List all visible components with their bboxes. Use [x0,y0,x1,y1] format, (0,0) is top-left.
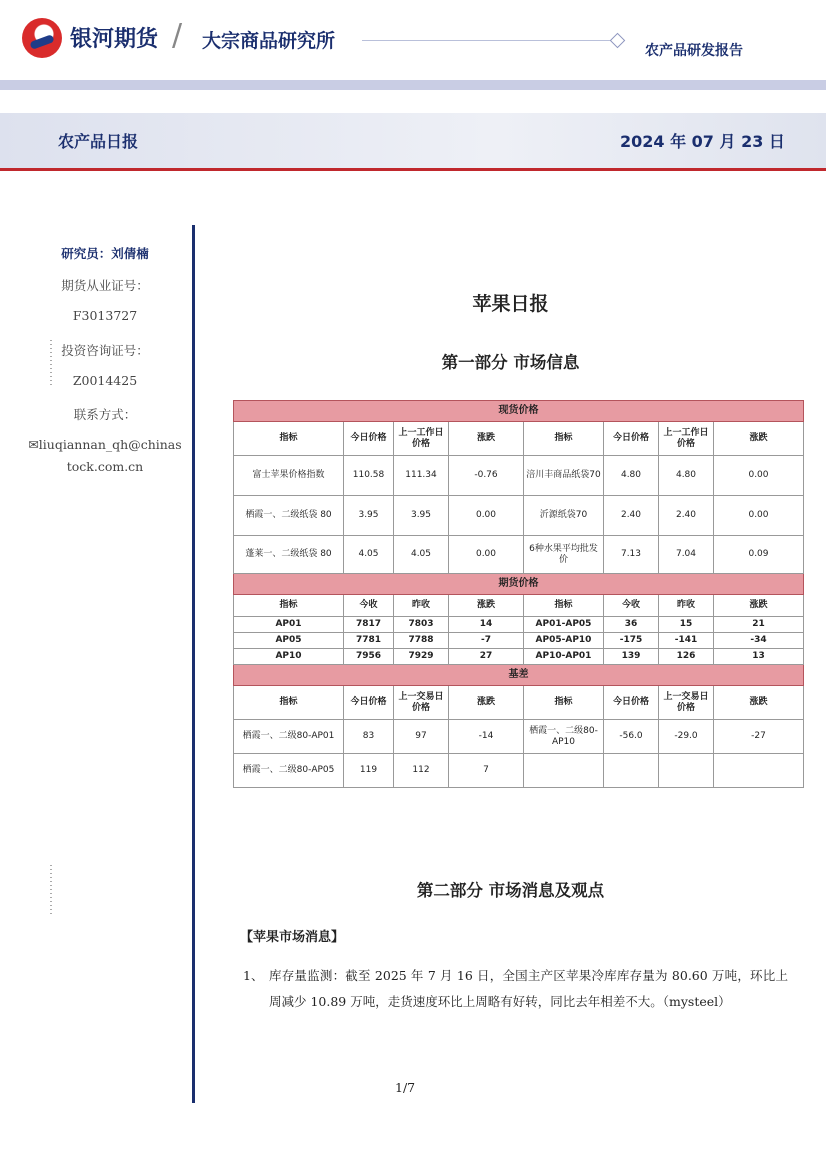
table-cell: -27 [714,720,804,754]
header-rule [362,40,612,41]
table-cell: 126 [659,649,714,665]
table-cell: 7788 [394,633,449,649]
table-cell: 4.80 [659,456,714,496]
section-2-title: 第二部分 市场消息及观点 [416,881,605,900]
table-cell: 27 [449,649,524,665]
table-cell: 富士苹果价格指数 [234,456,344,496]
header-divider: / [172,18,183,53]
table-cell: AP10 [234,649,344,665]
table-header: 今日价格 [344,686,394,720]
table-cell: 112 [394,754,449,788]
mail-icon: ✉ [28,437,39,452]
logo-icon [22,18,62,58]
table-cell: 7.13 [604,536,659,574]
market-table [233,400,804,788]
table-cell: 83 [344,720,394,754]
basis-group-title: 基差 [234,665,804,686]
table-header: 昨收 [394,595,449,617]
table-cell: 139 [604,649,659,665]
table-header: 今日价格 [344,422,394,456]
diamond-icon [610,33,626,49]
report-type: 农产品研发报告 [645,43,743,59]
table-header: 指标 [524,422,604,456]
table-header: 涨跌 [714,595,804,617]
table-cell: 7781 [344,633,394,649]
table-cell [714,754,804,788]
table-cell: -0.76 [449,456,524,496]
table-header: 今日价格 [604,686,659,720]
table-cell: 蓬莱一、二级纸袋 80 [234,536,344,574]
table-cell: -29.0 [659,720,714,754]
table-cell: -14 [449,720,524,754]
table-header: 指标 [234,686,344,720]
table-cell: 7956 [344,649,394,665]
table-header: 今收 [344,595,394,617]
contact-label: 联系方式： [73,407,137,422]
table-header: 涨跌 [449,595,524,617]
table-cell: 36 [604,617,659,633]
table-cell: AP10-AP01 [524,649,604,665]
table-header: 涨跌 [449,422,524,456]
email-text-1: liuqiannan_qh@chinas [38,437,182,452]
brand-name: 银河期货 [70,27,159,52]
table-header: 上一交易日价格 [394,686,449,720]
table-cell: 13 [714,649,804,665]
table-cell: -7 [449,633,524,649]
table-header: 上一工作日价格 [659,422,714,456]
table-header: 指标 [524,686,604,720]
table-cell: 7929 [394,649,449,665]
dotted-mark [50,865,52,915]
table-header: 指标 [234,422,344,456]
table-cell: 7817 [344,617,394,633]
table-cell: 沂源纸袋70 [524,496,604,536]
table-cell: 0.09 [714,536,804,574]
table-header: 涨跌 [714,422,804,456]
table-cell: 7 [449,754,524,788]
table-cell: 7.04 [659,536,714,574]
table-cell: AP05-AP10 [524,633,604,649]
institute-name: 大宗商品研究所 [202,30,336,52]
table-cell: 0.00 [449,496,524,536]
table-cell: 110.58 [344,456,394,496]
news-heading: 【苹果市场消息】 [240,930,345,945]
table-header: 上一交易日价格 [659,686,714,720]
table-header: 指标 [524,595,604,617]
table-header: 指标 [234,595,344,617]
table-cell [604,754,659,788]
table-cell: 97 [394,720,449,754]
researcher-name: 研究员：刘倩楠 [61,246,149,261]
table-header: 今收 [604,595,659,617]
table-cell: 4.05 [394,536,449,574]
table-cell: 栖霞一、二级80-AP05 [234,754,344,788]
red-rule [0,168,826,171]
table-cell: AP01-AP05 [524,617,604,633]
table-cell: 0.00 [449,536,524,574]
spot-group-title: 现货价格 [234,401,804,422]
table-cell: 3.95 [394,496,449,536]
table-cell: 119 [344,754,394,788]
cert-label: 期货从业证号： [61,278,149,293]
header-stripe [0,80,826,90]
section-1-title: 第一部分 市场信息 [441,353,580,372]
table-cell: 栖霞一、二级80-AP01 [234,720,344,754]
table-cell: -34 [714,633,804,649]
table-cell: 4.80 [604,456,659,496]
table-cell: 2.40 [659,496,714,536]
table-cell: 0.00 [714,496,804,536]
table-cell: 111.34 [394,456,449,496]
report-date: 2024 年 07 月 23 日 [620,132,785,151]
table-header: 昨收 [659,595,714,617]
table-cell: -175 [604,633,659,649]
table-cell: 7803 [394,617,449,633]
table-cell: 0.00 [714,456,804,496]
consult-number: Z0014425 [72,373,138,388]
news-item [243,963,788,1015]
table-cell: -141 [659,633,714,649]
table-cell: 6种水果平均批发价 [524,536,604,574]
table-cell: 4.05 [344,536,394,574]
table-header: 涨跌 [714,686,804,720]
table-header: 今日价格 [604,422,659,456]
table-cell: 15 [659,617,714,633]
table-header: 上一工作日价格 [394,422,449,456]
table-header: 涨跌 [449,686,524,720]
table-cell: AP05 [234,633,344,649]
page-number: 1/7 [395,1080,416,1095]
table-cell: 14 [449,617,524,633]
table-cell: 涪川丰商品纸袋70 [524,456,604,496]
table-cell: 21 [714,617,804,633]
email-line [20,437,190,452]
cert-number: F3013727 [72,308,138,323]
table-cell [659,754,714,788]
news-number: 1、 [243,968,264,983]
table-cell: 栖霞一、二级纸袋 80 [234,496,344,536]
table-cell [524,754,604,788]
table-cell: 2.40 [604,496,659,536]
table-cell: 3.95 [344,496,394,536]
table-cell: -56.0 [604,720,659,754]
report-title: 苹果日报 [472,293,549,315]
news-text: 库存量监测：截至 2025 年 7 月 16 日，全国主产区苹果冷库库存量为 80.60 万吨，环比上周减少 10.89 万吨，走货速度环比上周略有好转，同比去年相差不大。（mysteel） [269,968,788,1009]
email-line-2: tock.com.cn [66,459,144,474]
consult-label: 投资咨询证号： [61,343,149,358]
table-cell: AP01 [234,617,344,633]
dotted-mark [50,340,52,385]
futures-group-title: 期货价格 [234,574,804,595]
table-cell: 栖霞一、二级80-AP10 [524,720,604,754]
band-title: 农产品日报 [58,132,139,151]
